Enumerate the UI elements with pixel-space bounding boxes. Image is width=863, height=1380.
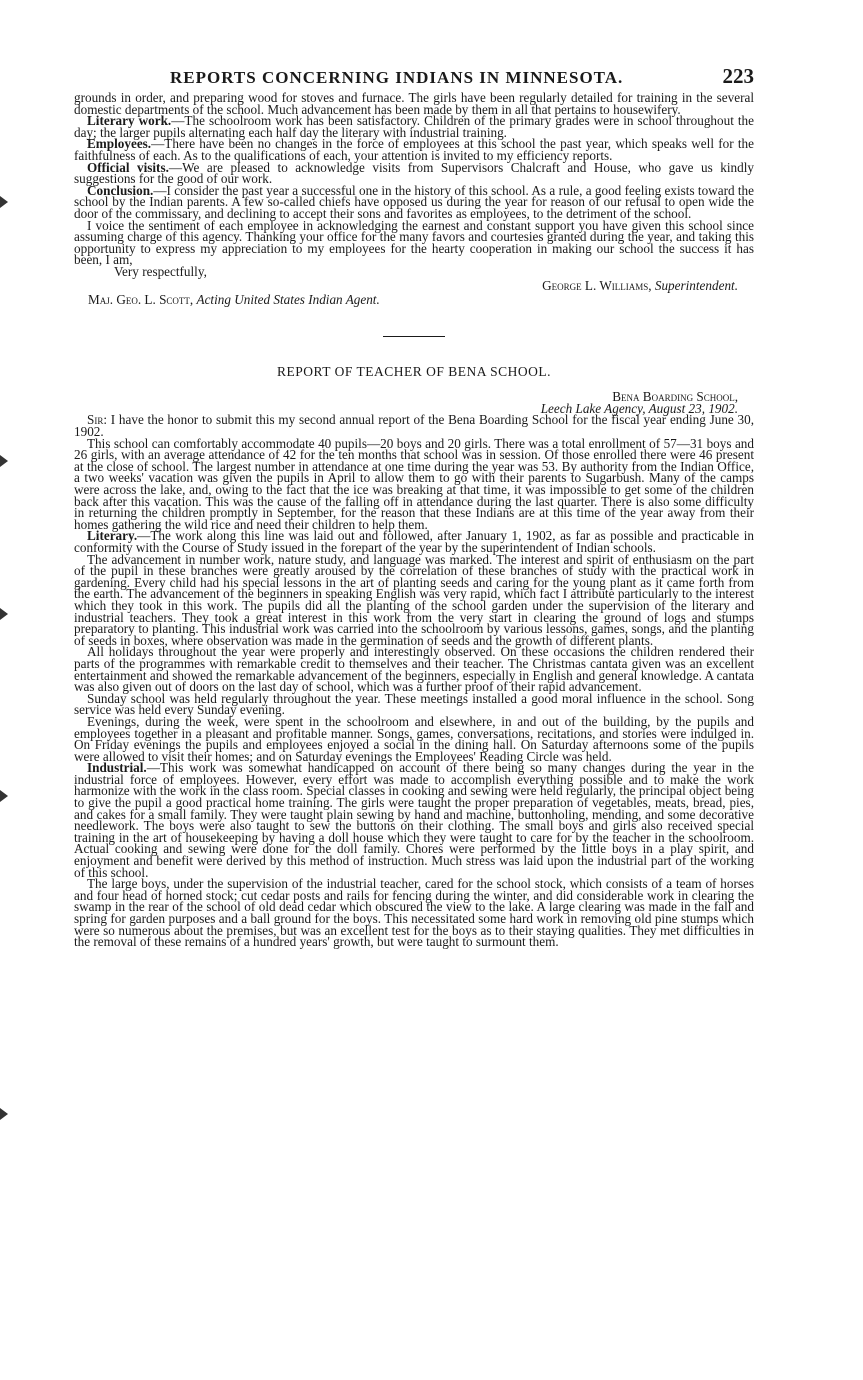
continuation-paragraph: grounds in order, and preparing wood for stoves and furnace. The girls have been regularly detailed for training in the several domestic departments of the school. Much advancement has been made by them in all that pertains to housewifery. bbox=[74, 90, 754, 117]
employees-paragraph: Employees.—There have been no changes in the force of employees at this school the past year, which speaks well for the faithfulness of each. As to the qualifications of each, your attention is invited to my efficiency reports. bbox=[74, 136, 754, 163]
report-place: Bena Boarding School, bbox=[612, 389, 738, 405]
paragraph-lead: Literary work. bbox=[87, 113, 172, 129]
bena-report-section bbox=[74, 363, 755, 950]
margin-mark bbox=[0, 790, 8, 802]
previous-report-section bbox=[74, 92, 754, 306]
large-boys-paragraph: The large boys, under the supervision of the industrial teacher, cared for the school stock, which consists of a team of horses and four head of horned stock; cut cedar posts and rails for fencing during the winter, and did considerable work in clearing the swamp in the rear of the school of old dead cedar which obscured the view to the lake. A large clearing was made in the fall and spring for garden purposes and a ball ground for the boys. This necessitated some hard work in removing old pine stumps which were so numerous about the premises, but was an excellent test for the boys as to their staying qualities. They met difficulties in the removal of these remains of a hundred years' growth, but were taught to surmount them. bbox=[74, 876, 754, 950]
paragraph-lead: Official visits. bbox=[87, 159, 169, 175]
industrial-paragraph: Industrial.—This work was somewhat handicapped on account of there being so many changes during the year in the industrial force of employees. However, every effort was made to accomplish everything possible and to make the work harmonize with the work in the class room. Special classes in cooking and sewing were held regularly, the principal object being to give the pupil a good practical home training. The girls were taught the proper preparation of vegetables, meats, bread, pies, and cakes for a small family. They were taught plain sewing by hand and machine, buttonholing, mending, and some decorative needlework. The boys were also taught to sew the buttons on their clothing. The small boys and girls also received special training in the art of housekeeping by having a doll house which they were taught to care for by the teacher in the schoolroom. Actual cooking and sewing were done for the doll family. Chores were performed by the little boys in a play spirit, and enjoyment and benefit were derived by this method of instruction. Much stress was laid upon the industrial part of the working of this school. bbox=[74, 760, 754, 880]
addressee: Maj. Geo. L. Scott, Acting United States Indian Agent. bbox=[88, 292, 380, 308]
margin-mark bbox=[0, 608, 8, 620]
opening-paragraph: Sir: I have the honor to submit this my second annual report of the Bena Boarding School for the fiscal year ending June 30, 1902. bbox=[74, 412, 755, 440]
margin-mark bbox=[0, 1108, 8, 1120]
sentiment-paragraph: I voice the sentiment of each employee in acknowledging the earnest and constant support you have given this school since assuming charge of this agency. Thanking your office for the many favors and courtesies granted during the year, and taking this opportunity to express my appreciation to my employees for the hearty cooperation in making our school the success it has been, I am, bbox=[74, 217, 754, 268]
report-title: REPORT OF TEACHER OF BENA SCHOOL. bbox=[277, 363, 551, 379]
literary-paragraph: Literary.—The work along this line was laid out and followed, after January 1, 1902, as far as possible and practicable in conformity with the Course of Study issued in the forepart of the year by the superintendent of Indian schools. bbox=[74, 528, 754, 555]
sunday-school-paragraph: Sunday school was held regularly throughout the year. These meetings installed a good moral influence in the school. Song service was held every Sunday evening. bbox=[74, 690, 754, 718]
closing-line: Very respectfully, bbox=[114, 263, 207, 279]
advancement-paragraph: The advancement in number work, nature study, and language was marked. The interest and spirit of enthusiasm on the part of the pupil in these branches were greatly aroused by the correlation of these branches of study with the practical work in gardening. Every child had his special lessons in the art of planting seeds and caring for the young plant as it came forth from the earth. The advancement of the beginners in speaking English was very rapid, which fact I attribute particularly to the interest which they took in this work. The pupils did all the planting of the school garden under the supervision of the literary and industrial teachers. They took a great interest in this work from the very start in clearing the ground of logs and stumps preparatory to planting. This industrial work was carried into the schoolroom by various lessons, games, songs, and the planting of seeds in boxes, where observation was made in the germination of seeds and the growth of different plants. bbox=[74, 551, 754, 648]
margin-mark bbox=[0, 455, 8, 467]
salutation: Sir: bbox=[87, 412, 107, 428]
report-date: Leech Lake Agency, August 23, 1902. bbox=[540, 400, 738, 416]
section-divider bbox=[383, 336, 445, 337]
literary-work-paragraph: Literary work.—The schoolroom work has been satisfactory. Children of the primary grades were in school throughout the day; the larger pupils alternating each half day the literary with industrial training. bbox=[74, 113, 755, 140]
paragraph-lead: Conclusion. bbox=[87, 182, 154, 198]
paragraph-lead: Industrial. bbox=[87, 760, 147, 776]
page-number: 223 bbox=[722, 64, 754, 88]
conclusion-paragraph: Conclusion.—I consider the past year a successful one in the history of this school. As a rule, a good feeling exists toward the school by the Indian parents. A few so-called chiefs have opposed us during the year for reason of our refusal to open wide the door of the commissary, and declining to accept their sons and favorites as employees, to the detriment of the school. bbox=[74, 182, 754, 221]
paragraph-lead: Literary. bbox=[87, 528, 138, 544]
holidays-paragraph: All holidays throughout the year were properly and interestingly observed. On these occasions the children rendered their parts of the programmes with remarkable credit to themselves and their teacher. The Christmas cantata given was an excellent entertainment and showed the remarkable advancement of the beginners, especially in English and general knowledge. A cantata was also given out of doors on the last day of school, which was a further proof of their rapid advancement. bbox=[74, 644, 754, 695]
document-page bbox=[74, 62, 754, 948]
paragraph-lead: Employees. bbox=[87, 136, 152, 152]
running-header bbox=[74, 62, 754, 92]
evenings-paragraph: Evenings, during the week, were spent in the schoolroom and elsewhere, in and out of the building, by the pupils and employees together in a pleasant and profitable manner. Songs, games, conversations, recitations, and stories were indulged in. On Friday evenings the pupils and employees enjoyed a social in the dining hall. On Saturday afternoons some of the pupils were allowed to visit their homes; and on Saturday evenings the Employees' Reading Circle was held. bbox=[74, 713, 754, 764]
signature: George L. Williams, Superintendent. bbox=[542, 277, 738, 293]
attendance-paragraph: This school can comfortably accommodate 40 pupils—20 boys and 20 girls. There was a total enrollment of 57—31 boys and 26 girls, with an average attendance of 42 for the ten months that school was in session. Of those enrolled there were 46 present at the close of school. The largest number in attendance at one time during the year was 53. By authority from the Indian Office, a two weeks' vacation was given the pupils in April to allow them to go with their parents to Sugarbush. Many of the camps were across the lake, and, owing to the fact that the ice was breaking at that time, it was impossible to get some of the children back after this vacation. This was the cause of the falling off in attendance during the last quarter. There is also some difficulty in returning the children promptly in September, for the reason that these Indians are at this time of the year away from their homes gathering the wild rice and need their children to help them. bbox=[74, 435, 754, 532]
header-title: REPORTS CONCERNING INDIANS IN MINNESOTA. bbox=[170, 68, 624, 87]
official-visits-paragraph: Official visits.—We are pleased to acknowledge visits from Supervisors Chalcraft and House, who gave us kindly suggestions for the good of our work. bbox=[74, 159, 754, 187]
margin-mark bbox=[0, 196, 8, 208]
